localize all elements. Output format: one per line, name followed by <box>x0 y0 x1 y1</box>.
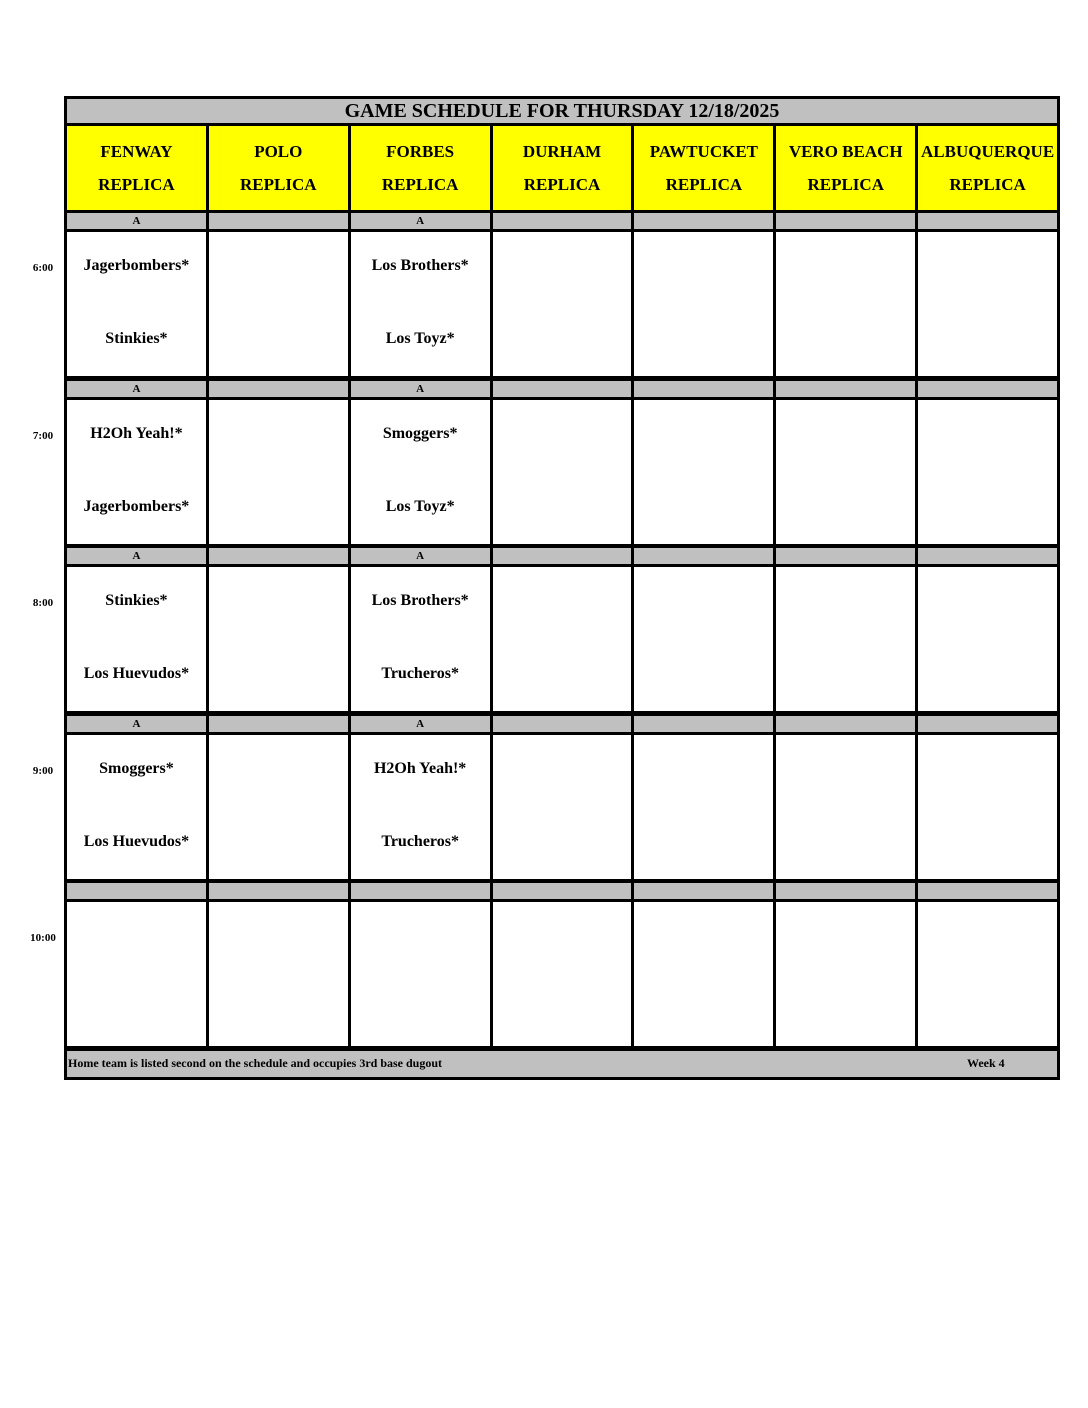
away-team: Los Brothers* <box>371 592 469 609</box>
field-subtitle: REPLICA <box>665 175 743 194</box>
division-cell: A <box>348 210 493 232</box>
time-label: 6:00 <box>32 262 54 274</box>
game-cell <box>773 732 918 882</box>
field-subtitle: REPLICA <box>523 175 601 194</box>
field-header-forbes <box>348 123 493 213</box>
time-slot <box>64 880 1060 1049</box>
game-cell <box>490 564 635 714</box>
game-cell <box>915 564 1060 714</box>
time-label: 8:00 <box>32 597 54 609</box>
field-name: FORBES <box>386 142 455 161</box>
game-row <box>64 732 1060 882</box>
game-cell <box>64 899 209 1049</box>
game-cell <box>915 397 1060 547</box>
game-cell <box>490 732 635 882</box>
field-subtitle: REPLICA <box>381 175 459 194</box>
game-cell <box>631 564 776 714</box>
home-team: Los Huevudos* <box>83 832 190 850</box>
game-cell <box>773 397 918 547</box>
division-cell: A <box>348 545 493 567</box>
game-cell <box>490 397 635 547</box>
time-slot <box>64 713 1060 882</box>
game-cell <box>206 229 351 379</box>
division-cell: A <box>64 210 209 232</box>
game-cell <box>490 899 635 1049</box>
game-cell <box>348 397 493 547</box>
game-cell <box>206 564 351 714</box>
away-team: Jagerbombers* <box>83 257 190 274</box>
field-header-polo <box>206 123 351 213</box>
away-team: Smoggers* <box>382 424 458 442</box>
field-name: FENWAY <box>100 142 173 161</box>
field-name: PAWTUCKET <box>649 142 759 161</box>
game-cell <box>348 564 493 714</box>
field-header-fenway <box>64 123 209 213</box>
game-cell <box>206 732 351 882</box>
game-cell <box>915 899 1060 1049</box>
division-cell: A <box>64 713 209 735</box>
field-name: DURHAM <box>522 142 602 161</box>
away-team: H2Oh Yeah!* <box>373 759 467 777</box>
home-team: Los Toyz* <box>385 497 455 515</box>
game-cell <box>631 899 776 1049</box>
field-name: ALBUQUERQUE <box>920 142 1055 161</box>
home-team: Los Toyz* <box>385 330 455 347</box>
field-subtitle: REPLICA <box>240 175 317 194</box>
time-slot <box>64 210 1060 379</box>
game-cell <box>348 732 493 882</box>
field-header-vero-beach <box>773 123 918 213</box>
game-cell <box>64 732 209 882</box>
time-label: 10:00 <box>30 932 56 944</box>
home-team: Trucheros* <box>381 665 459 682</box>
division-cell: A <box>348 378 493 400</box>
game-cell <box>773 564 918 714</box>
home-team-note: Home team is listed second on the schedule and occupies 3rd base dugout <box>68 1056 443 1070</box>
time-slot <box>64 545 1060 714</box>
home-team: Trucheros* <box>381 832 459 850</box>
away-team: Los Brothers* <box>371 257 469 274</box>
field-name: POLO <box>254 142 303 161</box>
game-cell <box>773 229 918 379</box>
time-label: 9:00 <box>32 764 54 777</box>
game-cell <box>915 229 1060 379</box>
home-team: Stinkies* <box>105 330 168 347</box>
game-cell <box>348 229 493 379</box>
field-header-pawtucket <box>631 123 776 213</box>
week-label: Week 4 <box>967 1056 1005 1070</box>
division-cell: A <box>64 545 209 567</box>
field-subtitle: REPLICA <box>807 175 884 194</box>
schedule-title: GAME SCHEDULE FOR THURSDAY 12/18/2025 <box>64 96 1060 126</box>
field-name: VERO BEACH <box>788 142 903 161</box>
field-header-row <box>64 123 1060 213</box>
game-cell <box>64 564 209 714</box>
time-label: 7:00 <box>32 429 54 442</box>
field-subtitle: REPLICA <box>949 175 1026 194</box>
home-team: Los Huevudos* <box>83 665 190 682</box>
time-slot <box>64 378 1060 547</box>
game-cell <box>490 229 635 379</box>
game-cell <box>206 397 351 547</box>
home-team: Jagerbombers* <box>83 497 190 515</box>
game-cell <box>64 229 209 379</box>
schedule-table <box>64 96 1060 1080</box>
away-team: Smoggers* <box>99 759 174 777</box>
away-team: H2Oh Yeah!* <box>90 424 183 442</box>
game-cell <box>631 397 776 547</box>
division-cell: A <box>348 713 493 735</box>
field-header-albuquerque <box>915 123 1060 213</box>
game-cell <box>348 899 493 1049</box>
game-row <box>64 899 1060 1049</box>
game-cell <box>631 732 776 882</box>
game-cell <box>206 899 351 1049</box>
game-row <box>64 397 1060 547</box>
game-row <box>64 564 1060 714</box>
field-header-durham <box>490 123 635 213</box>
division-cell: A <box>64 378 209 400</box>
game-cell <box>915 732 1060 882</box>
field-subtitle: REPLICA <box>98 175 175 194</box>
schedule-footer <box>64 1048 1060 1080</box>
away-team: Stinkies* <box>105 592 168 609</box>
game-cell <box>631 229 776 379</box>
game-cell <box>64 397 209 547</box>
game-cell <box>773 899 918 1049</box>
game-row <box>64 229 1060 379</box>
